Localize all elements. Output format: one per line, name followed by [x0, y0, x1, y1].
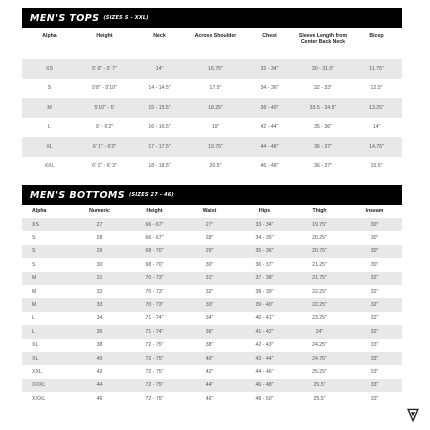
- bottoms-header-thigh: Thigh: [312, 208, 327, 215]
- bottoms-header-inseam: Inseam: [365, 208, 384, 215]
- tops-table-cell: 18.25": [187, 98, 244, 118]
- bottoms-table-cell: 72 - 75": [127, 379, 182, 392]
- bottoms-table-cell: 32": [370, 288, 379, 295]
- bottoms-table-cell: 33": [370, 395, 379, 402]
- bottoms-table-cell: 66 - 67": [127, 218, 182, 231]
- tops-table-cell: 42 - 44": [260, 124, 279, 131]
- bottoms-table-cell: 44": [182, 379, 237, 392]
- bottoms-table-cell: 72 - 75": [127, 352, 182, 365]
- tops-table-cell: 17 - 17.5": [132, 137, 187, 157]
- bottoms-table-row: [22, 325, 402, 338]
- bottoms-table-cell: 68 - 70": [145, 261, 164, 268]
- bottoms-table-cell: 38": [205, 342, 214, 349]
- tops-subtitle: (SIZES S - XXL): [103, 15, 149, 21]
- tops-title-bar: [22, 8, 402, 28]
- tops-table-row: [22, 137, 402, 157]
- bottoms-table-cell: 38: [96, 342, 103, 349]
- tops-table-cell: 17.5": [209, 85, 222, 92]
- bottoms-table-row: [22, 379, 402, 392]
- bottoms-table-row: [22, 218, 402, 231]
- tops-table-cell: 5'10" - 6': [77, 98, 132, 118]
- bottoms-table-row: [22, 339, 402, 352]
- bottoms-table-cell: 21.75": [292, 272, 347, 285]
- tops-header-height: Height: [96, 33, 113, 39]
- tops-table-cell: 36 - 37": [295, 137, 351, 157]
- bottoms-table-cell: 72 - 75": [145, 395, 164, 402]
- bottoms-table-cell: 30: [96, 261, 103, 268]
- bottoms-table-cell: XXXL: [32, 395, 46, 402]
- tops-header-sleeve-length: Sleeve Length from Center Back Neck: [298, 33, 348, 46]
- bottoms-table-cell: 29": [182, 245, 237, 258]
- bottoms-table-cell: 70 - 73": [127, 272, 182, 285]
- bottoms-table-cell: 23.25": [312, 315, 327, 322]
- bottoms-table-cell: 42: [96, 368, 103, 375]
- bottoms-table-cell: 44 - 46": [255, 368, 274, 375]
- bottoms-table-cell: XXXL: [22, 379, 72, 392]
- tops-table-cell: 16 - 16.5": [148, 124, 171, 131]
- bottoms-table-cell: 32: [96, 288, 103, 295]
- tops-table-body: [22, 59, 402, 176]
- tops-table-cell: 19.75": [187, 137, 244, 157]
- bottoms-table-cell: 30": [347, 218, 402, 231]
- bottoms-table-cell: 72 - 75": [145, 368, 164, 375]
- tops-table-cell: XS: [22, 59, 77, 79]
- tops-table-cell: 11.75": [351, 59, 402, 79]
- bottoms-table-cell: 35 - 36": [237, 245, 292, 258]
- tops-table-cell: 15 - 15.5": [132, 98, 187, 118]
- bottoms-title: MEN'S BOTTOMS: [30, 189, 126, 201]
- tops-table-row: [22, 118, 402, 138]
- bottoms-table-cell: 22.25": [312, 288, 327, 295]
- bottoms-table-cell: 70 - 73": [145, 288, 164, 295]
- bottoms-table-cell: 71 - 74": [145, 315, 164, 322]
- tops-header-row: [22, 31, 402, 59]
- tops-header-across-shoulder: Across Shoulder: [194, 33, 237, 39]
- bottoms-table-cell: 30": [370, 235, 379, 242]
- bottoms-table-row: [22, 365, 402, 378]
- bottoms-table-cell: 22.25": [292, 298, 347, 311]
- tops-table-cell: 14.75": [351, 137, 402, 157]
- bottoms-table-cell: 37 - 38": [237, 272, 292, 285]
- bottoms-table-cell: 40": [182, 352, 237, 365]
- tops-table-cell: 36 - 37": [314, 163, 332, 170]
- bottoms-header-numeric: Numeric: [89, 208, 110, 215]
- tops-table-cell: 38 - 40": [244, 98, 295, 118]
- tops-table-cell: 14": [372, 124, 381, 131]
- bottoms-table-cell: 27: [72, 218, 127, 231]
- tops-table-cell: S: [47, 85, 52, 92]
- tops-table-cell: 19": [211, 124, 220, 131]
- bottoms-table-cell: 66 - 67": [145, 235, 164, 242]
- bottoms-table-cell: L: [32, 315, 35, 322]
- tops-table-cell: 18 - 18.5": [148, 163, 171, 170]
- bottoms-header-row: [22, 205, 402, 218]
- bottoms-table-cell: 42 - 43": [255, 342, 274, 349]
- tops-table-cell: 14": [132, 59, 187, 79]
- bottoms-table-cell: 40: [72, 352, 127, 365]
- tops-table-cell: 6' - 6'2": [95, 124, 114, 131]
- bottoms-table-cell: 30": [370, 261, 379, 268]
- bottoms-table-row: [22, 285, 402, 298]
- tops-table-cell: 46 - 48": [260, 163, 279, 170]
- bottoms-table-cell: 29: [72, 245, 127, 258]
- tops-table-cell: 13.25": [351, 98, 402, 118]
- bottoms-table-cell: 39 - 40": [237, 298, 292, 311]
- tops-header-chest: Chest: [262, 33, 277, 39]
- bottoms-table-cell: M: [32, 288, 37, 295]
- tops-table-cell: 44 - 46": [244, 137, 295, 157]
- bottoms-table-cell: 46 - 48": [237, 379, 292, 392]
- bottoms-table-cell: 36: [72, 325, 127, 338]
- tops-table-row: [22, 157, 402, 177]
- tops-table-cell: 5'8" - 5'10": [92, 85, 117, 92]
- bottoms-table-cell: 25.5": [313, 395, 326, 402]
- tops-table-cell: 33.5 - 34.5": [295, 98, 351, 118]
- tops-table-row: [22, 79, 402, 99]
- bottoms-table-cell: 21.25": [312, 261, 327, 268]
- tops-header-neck: Neck: [153, 33, 166, 39]
- bottoms-header-hips: Hips: [258, 208, 271, 215]
- bottoms-table-cell: 30": [205, 261, 214, 268]
- tops-table-cell: 5' 6" - 5' 7": [77, 59, 132, 79]
- tops-table-cell: 6' 1" - 6' 3": [92, 163, 117, 170]
- bottoms-table-cell: 33": [370, 368, 379, 375]
- tops-table-cell: 34 - 36": [260, 85, 279, 92]
- bottoms-table-cell: 36 - 37": [255, 261, 274, 268]
- bottoms-table-cell: 33: [72, 298, 127, 311]
- bottoms-table-cell: 34": [205, 315, 214, 322]
- bottoms-table-cell: XS: [22, 218, 72, 231]
- tops-table-cell: 12.5": [370, 85, 383, 92]
- tops-size-table: [22, 31, 402, 176]
- bottoms-table-cell: 25.5": [292, 379, 347, 392]
- bottoms-table-cell: 38 - 39": [255, 288, 274, 295]
- bottoms-size-table: [22, 205, 402, 405]
- bottoms-table-cell: S: [32, 235, 36, 242]
- tops-table-cell: 32 - 33": [314, 85, 332, 92]
- bottoms-table-cell: XL: [32, 342, 39, 349]
- bottoms-title-bar: [22, 185, 402, 205]
- bottoms-table-cell: 46": [205, 395, 214, 402]
- tops-title: MEN'S TOPS: [30, 12, 100, 24]
- tops-table-cell: L: [48, 124, 51, 131]
- bottoms-header-waist: Waist: [202, 208, 217, 215]
- bottoms-table-cell: 71 - 74": [127, 325, 182, 338]
- bottoms-table-cell: 24": [292, 325, 347, 338]
- bottoms-table-cell: 25.25": [312, 368, 327, 375]
- bottoms-table-cell: 20.75": [292, 245, 347, 258]
- bottoms-table-row: [22, 272, 402, 285]
- bottoms-table-cell: 32": [347, 325, 402, 338]
- bottoms-table-row: [22, 245, 402, 258]
- volcom-stone-icon: [406, 408, 420, 422]
- bottoms-table-cell: 40 - 41": [255, 315, 274, 322]
- bottoms-table-cell: 33": [370, 342, 379, 349]
- bottoms-table-cell: 30": [347, 245, 402, 258]
- bottoms-table-cell: 24.25": [312, 342, 327, 349]
- bottoms-table-body: [22, 218, 402, 405]
- bottoms-table-row: [22, 352, 402, 365]
- bottoms-table-cell: 33": [347, 352, 402, 365]
- bottoms-table-cell: S: [22, 245, 72, 258]
- bottoms-table-cell: 31: [72, 272, 127, 285]
- bottoms-table-cell: 44: [72, 379, 127, 392]
- bottoms-table-cell: 32": [205, 288, 214, 295]
- bottoms-table-cell: L: [22, 325, 72, 338]
- bottoms-subtitle: (SIZES 27 - 46): [129, 192, 174, 198]
- bottoms-table-cell: 27": [182, 218, 237, 231]
- bottoms-table-cell: 48 - 50": [255, 395, 274, 402]
- bottoms-table-cell: 36": [182, 325, 237, 338]
- bottoms-table-cell: 46: [96, 395, 103, 402]
- bottoms-table-cell: 28: [96, 235, 103, 242]
- bottoms-table-row: [22, 392, 402, 405]
- bottoms-table-cell: M: [22, 298, 72, 311]
- tops-table-cell: XXL: [44, 163, 55, 170]
- bottoms-table-cell: 72 - 75": [145, 342, 164, 349]
- bottoms-table-cell: XL: [22, 352, 72, 365]
- bottoms-table-row: [22, 258, 402, 271]
- tops-table-cell: 16.75": [187, 59, 244, 79]
- bottoms-table-cell: 24.75": [292, 352, 347, 365]
- bottoms-table-cell: 68 - 70": [127, 245, 182, 258]
- tops-table-cell: 14 - 14.5": [148, 85, 171, 92]
- tops-table-row: [22, 59, 402, 79]
- bottoms-table-cell: 20.25": [312, 235, 327, 242]
- bottoms-table-cell: 33": [347, 379, 402, 392]
- bottoms-table-cell: 43 - 44": [237, 352, 292, 365]
- bottoms-table-cell: 33 - 34": [237, 218, 292, 231]
- tops-header-alpha: Alpha: [42, 33, 57, 39]
- tops-table-cell: XL: [22, 137, 77, 157]
- tops-table-cell: 35 - 36": [314, 124, 332, 131]
- tops-header-bicep: Bicep: [369, 33, 384, 39]
- bottoms-table-cell: 70 - 73": [127, 298, 182, 311]
- bottoms-table-cell: M: [22, 272, 72, 285]
- tops-table-cell: 15.5": [370, 163, 383, 170]
- bottoms-header-height: Height: [146, 208, 163, 215]
- bottoms-table-cell: 33": [182, 298, 237, 311]
- bottoms-table-cell: 19.75": [292, 218, 347, 231]
- bottoms-table-cell: 32": [370, 315, 379, 322]
- bottoms-table-row: [22, 312, 402, 325]
- bottoms-table-cell: 32": [347, 272, 402, 285]
- bottoms-table-cell: S: [32, 261, 36, 268]
- bottoms-table-row: [22, 231, 402, 244]
- tops-table-cell: 6' 1" - 6'3": [77, 137, 132, 157]
- tops-table-cell: M: [22, 98, 77, 118]
- tops-table-cell: 20.5": [209, 163, 222, 170]
- bottoms-header-alpha: Alpha: [32, 208, 47, 215]
- bottoms-table-cell: XXL: [32, 368, 42, 375]
- bottoms-table-cell: 34: [96, 315, 103, 322]
- bottoms-table-cell: 31": [182, 272, 237, 285]
- tops-table-cell: 30 - 31.5": [295, 59, 351, 79]
- tops-table-cell: 32 - 34": [244, 59, 295, 79]
- bottoms-table-cell: 42": [205, 368, 214, 375]
- bottoms-table-cell: 34 - 35": [255, 235, 274, 242]
- bottoms-table-cell: 32": [347, 298, 402, 311]
- bottoms-table-cell: 28": [205, 235, 214, 242]
- bottoms-table-cell: 41 - 42": [237, 325, 292, 338]
- bottoms-table-row: [22, 298, 402, 311]
- tops-table-row: [22, 98, 402, 118]
